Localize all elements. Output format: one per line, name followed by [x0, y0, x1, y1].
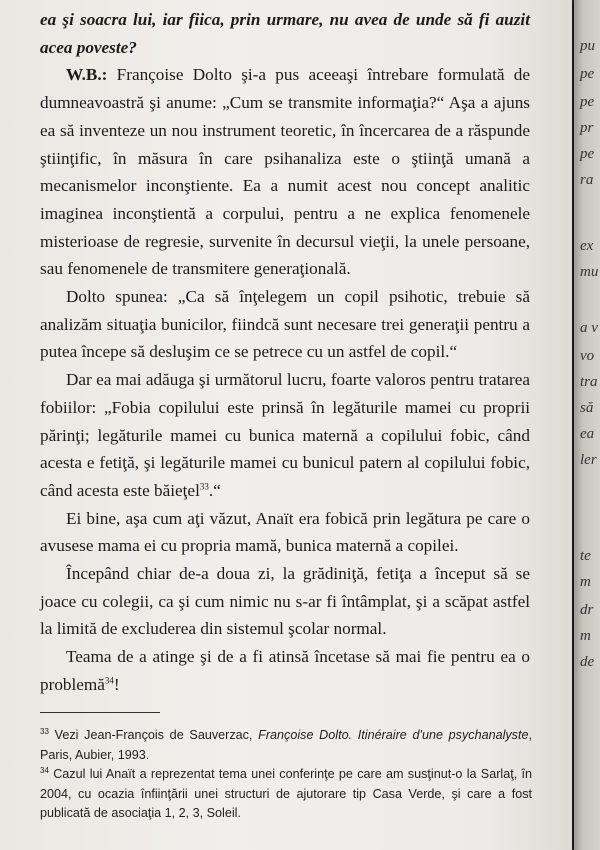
next-page-fragment: m: [580, 574, 591, 590]
next-page-fragment: de: [580, 654, 595, 670]
book-title: Françoise Dolto. Itinéraire d'une psychanalyste: [258, 728, 529, 742]
footnote-34: [40, 765, 532, 824]
italic-question: ea şi soacra lui, iar fiica, prin urmare, nu avea de unde să fi auzit acea poveste?: [40, 10, 530, 57]
next-page-fragment: a v: [580, 320, 598, 336]
paragraph-text: Teama de a atinge şi de a fi atinsă încetase să mai fie pentru ea o problemă: [40, 647, 530, 694]
next-page-fragment: pe: [580, 66, 595, 82]
paragraph-text: Françoise Dolto şi-a pus aceeaşi întrebare formulată de dumneavoastră şi anume: „Cum se transmite informaţia?“ Aşa a ajuns ea să inventeze un nou instrument teoretic, în încercarea de a răspunde ştiinţific, în măsura în care psihanaliza este o ştiinţă umană a mecanismelor inconştiente. Ea a numit acest nou concept analitic imaginea inconştientă a corpului, pentru a ne explica fenomenele misterioase de regresie, survenite în decursul vieţii, la unele persoane, sau fenomenele de transmitere generaţională.: [40, 65, 530, 279]
paragraph-text: Dolto spunea: „Ca să înţelegem un copil psihotic, trebuie să analizăm situaţia bunicilor, fiindcă sunt necesare trei generaţii pentru a putea începe să desluşim ce se petrece cu un astfel de copil.“: [40, 287, 530, 362]
footnote-number: 33: [40, 726, 49, 736]
footnote-text: Vezi Jean-François de Sauverzac,: [48, 728, 259, 742]
body-text: [40, 6, 530, 699]
next-page-fragment: m: [580, 628, 591, 644]
footnote-text: , Paris, Aubier, 1993.: [40, 728, 532, 762]
speaker-label: W.B.:: [66, 65, 108, 85]
footnote-number: 34: [40, 765, 49, 775]
paragraph-text: Dar ea mai adăuga şi următorul lucru, foarte valoros pentru tratarea fobiilor: „Fobia copilului este prinsă în legăturile mamei cu proprii părinţi; legăturile mamei cu bunica maternă a copilului fobic, când acesta e fetiţă, şi legăturile mamei cu bunicul patern al copilului fobic, când acesta este băieţel: [40, 370, 530, 500]
next-page-fragment: ea: [580, 426, 595, 442]
next-page-fragment: tra: [580, 374, 598, 390]
paragraph-text: Începând chiar de-a doua zi, la grădiniţă, fetiţa a început să se joace cu colegii, ca şi cum nimic nu s-ar fi întâmplat, şi a scăpat astfel la limită de excluderea din sistemul şcolar normal.: [40, 564, 530, 639]
paragraph-wb: [40, 61, 530, 283]
next-page-fragment: vo: [580, 348, 595, 364]
next-page-fragment: ex: [580, 238, 594, 254]
footnote-text: Cazul lui Anaït a reprezentat tema unei conferinţe pe care am susţinut-o la Sarlaţ, în 2004, cu ocazia înfiinţării unei structuri de ajutorare tip Casa Verde, şi care a fost publicată de asociaţia 1, 2, 3, Soleil.: [40, 767, 532, 820]
paragraph-kindergarten: [40, 560, 530, 643]
footnote-divider: [40, 712, 160, 713]
next-page-fragment: pu: [580, 38, 595, 54]
footnote-ref-34[interactable]: 34: [104, 675, 114, 686]
paragraph-end: !: [113, 674, 120, 694]
paragraph-fear: [40, 643, 530, 698]
next-page-fragment: mu: [580, 264, 599, 280]
continued-paragraph: [40, 6, 530, 61]
footnotes: [40, 726, 532, 824]
footnote-ref-33[interactable]: 33: [199, 481, 209, 492]
paragraph-dolto: [40, 283, 530, 366]
adjacent-page-edge: [574, 0, 600, 850]
next-page-fragment: pe: [580, 146, 595, 162]
next-page-fragment: te: [580, 548, 591, 564]
paragraph-phobia: [40, 366, 530, 505]
next-page-fragment: dr: [580, 602, 594, 618]
paragraph-anait: [40, 505, 530, 560]
paragraph-end: .“: [208, 480, 221, 500]
next-page-fragment: pr: [580, 120, 594, 136]
next-page-fragment: ra: [580, 172, 594, 188]
next-page-fragment: ler: [580, 452, 597, 468]
footnote-33: [40, 726, 532, 765]
next-page-fragment: pe: [580, 94, 595, 110]
paragraph-text: Ei bine, aşa cum aţi văzut, Anaït era fobică prin legătura pe care o avusese mama ei cu propria mamă, bunica maternă a copilei.: [40, 508, 530, 556]
next-page-fragment: să: [580, 400, 594, 416]
